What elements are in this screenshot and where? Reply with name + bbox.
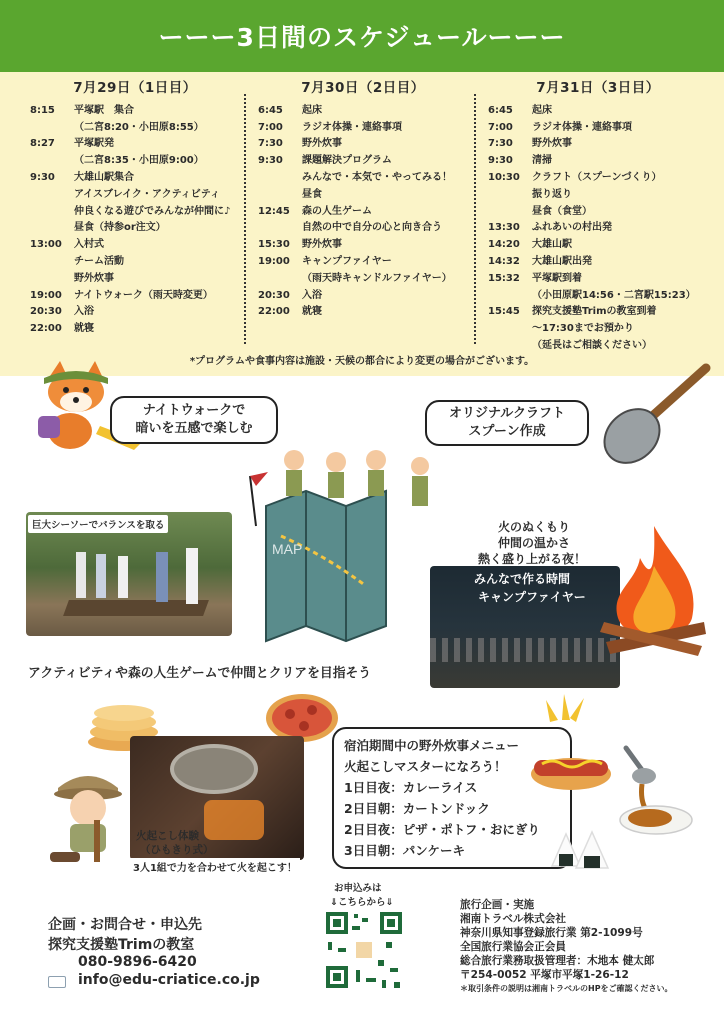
schedule-time: 15:45 bbox=[488, 306, 520, 318]
fire-start-caption: 3人1組で力を合わせて火を起こす！ bbox=[130, 858, 300, 875]
qr-code[interactable] bbox=[322, 908, 406, 992]
fire-text-1: 火のぬくもり bbox=[498, 520, 571, 534]
contact-heading-1: 企画・お問合せ・申込先 bbox=[48, 917, 202, 933]
schedule-row bbox=[488, 254, 708, 271]
schedule-event: 平塚駅 集合 bbox=[74, 104, 134, 116]
schedule-row bbox=[258, 254, 468, 271]
schedule-time: 7:00 bbox=[258, 121, 283, 133]
day2-items bbox=[258, 103, 468, 321]
page-title: ーーー3日間のスケジュールーーー bbox=[158, 23, 566, 52]
menu-item: 2日目夜：ピザ・ポトフ・おにぎり bbox=[344, 822, 540, 837]
sparkle-icon bbox=[536, 690, 596, 734]
schedule-event: 大雄山駅出発 bbox=[532, 255, 592, 267]
schedule-time: 12:45 bbox=[258, 205, 290, 217]
schedule-row bbox=[30, 103, 240, 120]
schedule-time: 14:32 bbox=[488, 255, 520, 267]
schedule-row bbox=[30, 288, 240, 305]
schedule-row bbox=[488, 103, 708, 120]
schedule-row bbox=[488, 187, 708, 204]
schedule-time bbox=[258, 271, 302, 288]
schedule-time bbox=[30, 153, 74, 170]
schedule-time: 9:30 bbox=[488, 155, 513, 167]
contact-heading-2: 探究支援塾Trimの教室 bbox=[48, 937, 195, 953]
schedule-row bbox=[488, 220, 708, 237]
schedule-row bbox=[258, 304, 468, 321]
schedule-event: 起床 bbox=[302, 104, 322, 116]
schedule-event: ナイトウォーク（雨天時変更） bbox=[74, 289, 213, 301]
schedule-row bbox=[488, 136, 708, 153]
schedule-event: クラフト（スプーンづくり） bbox=[532, 171, 662, 183]
schedule-row bbox=[30, 204, 240, 221]
schedule-event: 大雄山駅 bbox=[532, 239, 572, 251]
campfire-line-1: みんなで作る時間 bbox=[474, 572, 571, 586]
schedule-time bbox=[488, 187, 532, 204]
schedule-time bbox=[258, 187, 302, 204]
schedule-event: 入村式 bbox=[74, 239, 104, 251]
schedule-row bbox=[30, 153, 240, 170]
schedule-event: 清掃 bbox=[532, 155, 552, 167]
schedule-time: 6:45 bbox=[258, 104, 283, 116]
company-info bbox=[460, 898, 673, 996]
schedule-row bbox=[488, 321, 708, 338]
map-illustration bbox=[236, 446, 436, 646]
schedule-event: 平塚駅到着 bbox=[532, 272, 582, 284]
curry-icon bbox=[612, 740, 696, 836]
schedule-event: （二宮8:20・小田原8:55） bbox=[74, 121, 204, 133]
schedule-time: 7:00 bbox=[488, 121, 513, 133]
schedule-row bbox=[30, 120, 240, 137]
schedule-time bbox=[30, 204, 74, 221]
craft-bubble: オリジナルクラフト スプーン作成 bbox=[425, 400, 589, 446]
schedule-event: 〜17:30までお預かり bbox=[532, 323, 634, 335]
schedule-time bbox=[30, 271, 74, 288]
schedule-event: 大雄山駅集合 bbox=[74, 171, 134, 183]
schedule-event: 探究支援塾Trimの教室到着 bbox=[532, 306, 657, 318]
company-line: 〒254-0052 平塚市平塚1-26-12 bbox=[460, 969, 629, 981]
schedule-time: 22:00 bbox=[258, 306, 290, 318]
fire-start-title: 火起こし体験 bbox=[136, 830, 199, 842]
schedule-time: 22:00 bbox=[30, 323, 62, 335]
onigiri-icon bbox=[542, 820, 614, 872]
email-address[interactable]: info@edu-criatice.co.jp bbox=[78, 972, 260, 988]
schedule-row bbox=[258, 136, 468, 153]
schedule-time bbox=[488, 288, 532, 305]
schedule-event: 昼食（食堂） bbox=[532, 205, 592, 217]
phone-number[interactable]: 080-9896-6420 bbox=[78, 954, 197, 970]
schedule-time: 7:30 bbox=[488, 138, 513, 150]
schedule-time bbox=[30, 120, 74, 137]
schedule-note: *プログラムや食事内容は施設・天候の都合により変更の場合がございます。 bbox=[189, 356, 535, 367]
divider-1 bbox=[244, 94, 246, 344]
fire-text-2: 仲間の温かさ bbox=[498, 536, 571, 550]
schedule-event: 仲良くなる遊びでみんなが仲間に♪ bbox=[74, 205, 231, 217]
schedule-event: 入浴 bbox=[302, 289, 322, 301]
night-walk-bubble: ナイトウォークで 暗いを五感で楽しむ bbox=[110, 396, 278, 444]
qr-label-2: ⇓こちらから⇓ bbox=[330, 897, 394, 908]
schedule-row bbox=[488, 170, 708, 187]
day1-title: 7月29日（1日目） bbox=[73, 80, 197, 96]
schedule-time bbox=[30, 254, 74, 271]
schedule-day1 bbox=[30, 80, 240, 338]
schedule-event: 自然の中で自分の心と向き合う bbox=[302, 222, 442, 234]
schedule-row bbox=[258, 220, 468, 237]
day1-items bbox=[30, 103, 240, 338]
schedule-event: 野外炊事 bbox=[302, 239, 342, 251]
campfire-line-2: キャンプファイヤー bbox=[478, 590, 586, 604]
schedule-time bbox=[488, 204, 532, 221]
schedule-time: 10:30 bbox=[488, 171, 520, 183]
schedule-row bbox=[258, 170, 468, 187]
menu-item: 1日目夜：カレーライス bbox=[344, 780, 478, 795]
map-label: MAP bbox=[272, 541, 303, 557]
schedule-time: 9:30 bbox=[258, 155, 283, 167]
schedule-time: 8:27 bbox=[30, 138, 55, 150]
schedule-event: 振り返り bbox=[532, 188, 572, 200]
schedule-time: 15:32 bbox=[488, 272, 520, 284]
schedule-section bbox=[0, 72, 724, 376]
schedule-event: （小田原駅14:56・二宮駅15:23） bbox=[532, 289, 696, 301]
schedule-row bbox=[488, 288, 708, 305]
schedule-row bbox=[488, 304, 708, 321]
schedule-row bbox=[258, 103, 468, 120]
schedule-event: ふれあいの村出発 bbox=[532, 222, 612, 234]
schedule-day3 bbox=[488, 80, 708, 355]
schedule-event: アイスブレイク・アクティビティ bbox=[74, 188, 220, 200]
schedule-time: 13:30 bbox=[488, 222, 520, 234]
day3-items bbox=[488, 103, 708, 355]
schedule-event: 起床 bbox=[532, 104, 552, 116]
schedule-time: 20:30 bbox=[30, 306, 62, 318]
schedule-row bbox=[488, 204, 708, 221]
fire-start-sub: （ひもきり式） bbox=[140, 844, 214, 856]
activity-caption: アクティビティや森の人生ゲームで仲間とクリアを目指そう bbox=[28, 666, 372, 681]
schedule-time: 20:30 bbox=[258, 289, 290, 301]
schedule-row bbox=[30, 237, 240, 254]
mail-icon bbox=[48, 976, 66, 988]
schedule-event: 野外炊事 bbox=[532, 138, 572, 150]
day3-title: 7月31日（3日目） bbox=[536, 80, 660, 96]
schedule-event: 就寝 bbox=[302, 306, 322, 318]
schedule-event: （延長はご相談ください） bbox=[532, 339, 652, 351]
schedule-row bbox=[258, 271, 468, 288]
schedule-event: チーム活動 bbox=[74, 255, 124, 267]
menu-item: 3日目朝：パンケーキ bbox=[344, 843, 465, 858]
schedule-time bbox=[258, 220, 302, 237]
schedule-event: キャンプファイヤー bbox=[302, 255, 392, 267]
schedule-time bbox=[488, 321, 532, 338]
schedule-event: 昼食（持参or注文） bbox=[74, 222, 166, 234]
company-line: 旅行企画・実施 bbox=[460, 899, 535, 911]
menu-item: 2日目朝：カートンドック bbox=[344, 801, 490, 816]
schedule-time bbox=[30, 220, 74, 237]
schedule-time: 8:15 bbox=[30, 104, 55, 116]
schedule-event: 野外炊事 bbox=[302, 138, 342, 150]
schedule-row bbox=[488, 153, 708, 170]
schedule-row bbox=[30, 321, 240, 338]
schedule-row bbox=[30, 254, 240, 271]
schedule-row bbox=[488, 120, 708, 137]
schedule-time: 14:20 bbox=[488, 239, 520, 251]
company-line: 湘南トラベル株式会社 bbox=[460, 913, 566, 925]
schedule-time: 19:00 bbox=[258, 255, 290, 267]
schedule-time bbox=[258, 170, 302, 187]
schedule-time: 6:45 bbox=[488, 104, 513, 116]
company-line: 全国旅行業協会正会員 bbox=[460, 941, 566, 953]
schedule-time: 13:00 bbox=[30, 239, 62, 251]
schedule-row bbox=[258, 187, 468, 204]
schedule-event: 課題解決プログラム bbox=[302, 155, 392, 167]
company-note: ＊取引条件の説明は湘南トラベルのHPをご確認ください。 bbox=[460, 984, 673, 993]
schedule-day2 bbox=[258, 80, 468, 321]
schedule-event: （雨天時キャンドルファイヤー） bbox=[302, 272, 452, 284]
menu-title: 宿泊期間中の野外炊事メニュー bbox=[344, 738, 520, 753]
schedule-row bbox=[30, 170, 240, 187]
schedule-time: 7:30 bbox=[258, 138, 283, 150]
campfire-icon bbox=[596, 522, 714, 658]
schedule-event: 就寝 bbox=[74, 323, 94, 335]
day2-title: 7月30日（2日目） bbox=[301, 80, 425, 96]
company-line: 神奈川県知事登録旅行業 第2-1099号 bbox=[460, 927, 643, 939]
schedule-row bbox=[258, 288, 468, 305]
schedule-event: 昼食 bbox=[302, 188, 322, 200]
schedule-event: 野外炊事 bbox=[74, 272, 114, 284]
seesaw-caption: 巨大シーソーでバランスを取る bbox=[28, 515, 168, 533]
schedule-event: 入浴 bbox=[74, 306, 94, 318]
schedule-time bbox=[30, 187, 74, 204]
schedule-row bbox=[258, 120, 468, 137]
schedule-row bbox=[258, 237, 468, 254]
menu-subtitle: 火起こしマスターになろう！ bbox=[344, 759, 507, 774]
page-title-banner bbox=[0, 0, 724, 72]
schedule-row bbox=[488, 237, 708, 254]
schedule-row bbox=[30, 187, 240, 204]
schedule-row bbox=[488, 271, 708, 288]
schedule-row bbox=[30, 220, 240, 237]
company-line: 総合旅行業務取扱管理者：木地本 健太郎 bbox=[460, 955, 655, 967]
schedule-row bbox=[30, 271, 240, 288]
boy-fire-starter-illustration bbox=[40, 764, 136, 868]
schedule-row bbox=[30, 136, 240, 153]
qr-label-1: お申込みは bbox=[334, 883, 382, 894]
schedule-event: 森の人生ゲーム bbox=[302, 205, 372, 217]
divider-2 bbox=[474, 94, 476, 344]
schedule-time: 15:30 bbox=[258, 239, 290, 251]
schedule-time: 9:30 bbox=[30, 171, 55, 183]
schedule-row bbox=[258, 153, 468, 170]
fire-text-3: 熱く盛り上がる夜！ bbox=[478, 552, 587, 566]
schedule-row bbox=[258, 204, 468, 221]
schedule-row bbox=[30, 304, 240, 321]
schedule-event: ラジオ体操・連絡事項 bbox=[302, 121, 402, 133]
schedule-time: 19:00 bbox=[30, 289, 62, 301]
spoon-icon bbox=[598, 360, 714, 470]
schedule-event: みんなで・本気で・やってみる！ bbox=[302, 171, 452, 183]
hot-dog-icon bbox=[528, 742, 614, 796]
schedule-event: （二宮8:35・小田原9:00） bbox=[74, 155, 204, 167]
schedule-event: 平塚駅発 bbox=[74, 138, 114, 150]
schedule-event: ラジオ体操・連絡事項 bbox=[532, 121, 632, 133]
